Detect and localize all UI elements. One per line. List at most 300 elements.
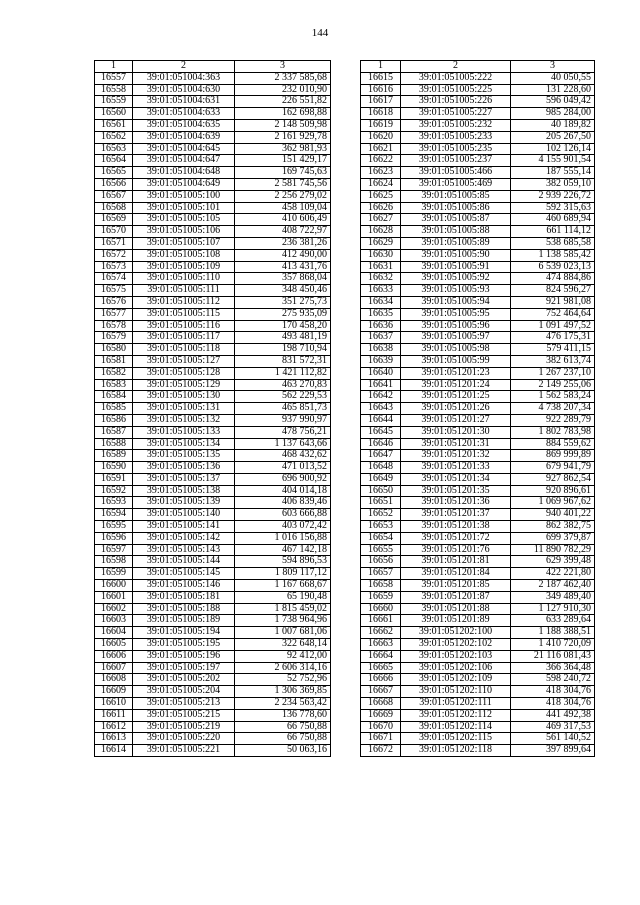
cadastral-number-cell: 39:01:051005:204 [133, 686, 235, 698]
row-number-cell: 16615 [361, 72, 401, 84]
table-row [95, 119, 331, 131]
table-row [361, 438, 595, 450]
value-cell: 52 752,96 [235, 674, 331, 686]
cadastral-number-cell: 39:01:051005:130 [133, 391, 235, 403]
row-number-cell: 16598 [95, 556, 133, 568]
cadastral-number-cell: 39:01:051005:146 [133, 580, 235, 592]
row-number-cell: 16586 [95, 414, 133, 426]
value-cell: 410 606,49 [235, 214, 331, 226]
cadastral-number-cell: 39:01:051005:107 [133, 237, 235, 249]
row-number-cell: 16628 [361, 226, 401, 238]
table-row [95, 332, 331, 344]
value-cell: 884 559,62 [511, 438, 595, 450]
cadastral-number-cell: 39:01:051005:115 [133, 308, 235, 320]
row-number-cell: 16572 [95, 249, 133, 261]
table-row [361, 709, 595, 721]
value-cell: 1 091 497,52 [511, 320, 595, 332]
cadastral-number-cell: 39:01:051201:87 [401, 591, 511, 603]
cadastral-number-cell: 39:01:051005:145 [133, 568, 235, 580]
value-cell: 679 941,79 [511, 462, 595, 474]
cadastral-number-cell: 39:01:051005:108 [133, 249, 235, 261]
value-cell: 162 698,88 [235, 108, 331, 120]
row-number-cell: 16667 [361, 686, 401, 698]
value-cell: 349 489,40 [511, 591, 595, 603]
row-number-cell: 16626 [361, 202, 401, 214]
row-number-cell: 16618 [361, 108, 401, 120]
value-cell: 561 140,52 [511, 733, 595, 745]
table-row [361, 119, 595, 131]
cadastral-number-cell: 39:01:051005:135 [133, 450, 235, 462]
table-row [95, 532, 331, 544]
row-number-cell: 16567 [95, 190, 133, 202]
table-row [95, 261, 331, 273]
row-number-cell: 16620 [361, 131, 401, 143]
value-cell: 476 175,31 [511, 332, 595, 344]
table-row [95, 745, 331, 757]
row-number-cell: 16634 [361, 296, 401, 308]
value-cell: 1 306 369,85 [235, 686, 331, 698]
table-row [361, 131, 595, 143]
value-cell: 413 431,76 [235, 261, 331, 273]
value-cell: 2 148 509,98 [235, 119, 331, 131]
row-number-cell: 16656 [361, 556, 401, 568]
cadastral-number-cell: 39:01:051201:37 [401, 509, 511, 521]
row-number-cell: 16595 [95, 521, 133, 533]
cadastral-number-cell: 39:01:051005:131 [133, 403, 235, 415]
table-row [361, 450, 595, 462]
table-row [95, 497, 331, 509]
table-row [95, 96, 331, 108]
row-number-cell: 16573 [95, 261, 133, 273]
cadastral-number-cell: 39:01:051005:225 [401, 84, 511, 96]
value-cell: 1 007 681,06 [235, 627, 331, 639]
table-row [95, 379, 331, 391]
cadastral-number-cell: 39:01:051202:114 [401, 721, 511, 733]
table-row [95, 344, 331, 356]
table-row [361, 497, 595, 509]
row-number-cell: 16558 [95, 84, 133, 96]
row-number-cell: 16587 [95, 426, 133, 438]
cadastral-number-cell: 39:01:051005:101 [133, 202, 235, 214]
row-number-cell: 16660 [361, 603, 401, 615]
table-row [361, 403, 595, 415]
cadastral-number-cell: 39:01:051005:111 [133, 285, 235, 297]
table-row [95, 639, 331, 651]
row-number-cell: 16666 [361, 674, 401, 686]
table-row [361, 615, 595, 627]
value-cell: 187 555,14 [511, 167, 595, 179]
value-cell: 629 399,48 [511, 556, 595, 568]
value-cell: 458 109,04 [235, 202, 331, 214]
table-row [95, 167, 331, 179]
row-number-cell: 16581 [95, 355, 133, 367]
row-number-cell: 16657 [361, 568, 401, 580]
table-row [95, 308, 331, 320]
table-row [361, 721, 595, 733]
table-row [95, 568, 331, 580]
table-row [361, 320, 595, 332]
cadastral-number-cell: 39:01:051005:98 [401, 344, 511, 356]
table-row [95, 580, 331, 592]
table-row [361, 603, 595, 615]
value-cell: 2 187 462,40 [511, 580, 595, 592]
table-row [361, 591, 595, 603]
table-row [95, 143, 331, 155]
page-number: 144 [311, 27, 329, 39]
row-number-cell: 16565 [95, 167, 133, 179]
row-number-cell: 16642 [361, 391, 401, 403]
table-row [361, 473, 595, 485]
cadastral-number-cell: 39:01:051201:35 [401, 485, 511, 497]
value-cell: 1 167 668,67 [235, 580, 331, 592]
value-cell: 1 809 117,12 [235, 568, 331, 580]
cadastral-number-cell: 39:01:051201:33 [401, 462, 511, 474]
row-number-cell: 16590 [95, 462, 133, 474]
table-row [95, 237, 331, 249]
cadastral-number-cell: 39:01:051005:91 [401, 261, 511, 273]
cadastral-number-cell: 39:01:051005:132 [133, 414, 235, 426]
value-cell: 6 539 023,13 [511, 261, 595, 273]
value-cell: 362 981,93 [235, 143, 331, 155]
cadastral-number-cell: 39:01:051005:143 [133, 544, 235, 556]
table-row [95, 627, 331, 639]
cadastral-number-cell: 39:01:051005:116 [133, 320, 235, 332]
cadastral-number-cell: 39:01:051201:89 [401, 615, 511, 627]
row-number-cell: 16638 [361, 344, 401, 356]
value-cell: 940 401,22 [511, 509, 595, 521]
table-row [361, 143, 595, 155]
table-row [361, 96, 595, 108]
table-row [361, 745, 595, 757]
row-number-cell: 16608 [95, 674, 133, 686]
cadastral-number-cell: 39:01:051005:137 [133, 473, 235, 485]
table-row [95, 544, 331, 556]
cadastral-number-cell: 39:01:051005:221 [133, 745, 235, 757]
row-number-cell: 16605 [95, 639, 133, 651]
row-number-cell: 16644 [361, 414, 401, 426]
value-cell: 2 234 563,42 [235, 698, 331, 710]
value-cell: 418 304,76 [511, 698, 595, 710]
cadastral-number-cell: 39:01:051005:127 [133, 355, 235, 367]
header-cell-1: 1 [361, 61, 401, 73]
row-number-cell: 16571 [95, 237, 133, 249]
header-row [361, 61, 595, 73]
row-number-cell: 16579 [95, 332, 133, 344]
value-cell: 920 896,61 [511, 485, 595, 497]
cadastral-number-cell: 39:01:051005:89 [401, 237, 511, 249]
cadastral-number-cell: 39:01:051005:466 [401, 167, 511, 179]
row-number-cell: 16639 [361, 355, 401, 367]
value-cell: 1 815 459,02 [235, 603, 331, 615]
table-row [361, 662, 595, 674]
cadastral-number-cell: 39:01:051004:648 [133, 167, 235, 179]
table-row [361, 332, 595, 344]
row-number-cell: 16665 [361, 662, 401, 674]
cadastral-number-cell: 39:01:051005:118 [133, 344, 235, 356]
cadastral-number-cell: 39:01:051202:102 [401, 639, 511, 651]
value-cell: 65 190,48 [235, 591, 331, 603]
row-number-cell: 16643 [361, 403, 401, 415]
cadastral-number-cell: 39:01:051005:134 [133, 438, 235, 450]
value-cell: 696 900,92 [235, 473, 331, 485]
table-row [95, 462, 331, 474]
value-cell: 463 270,83 [235, 379, 331, 391]
value-cell: 2 606 314,16 [235, 662, 331, 674]
row-number-cell: 16637 [361, 332, 401, 344]
row-number-cell: 16619 [361, 119, 401, 131]
cadastral-number-cell: 39:01:051005:469 [401, 178, 511, 190]
cadastral-number-cell: 39:01:051201:32 [401, 450, 511, 462]
cadastral-number-cell: 39:01:051005:87 [401, 214, 511, 226]
table-row [95, 438, 331, 450]
table-row [95, 108, 331, 120]
cadastral-number-cell: 39:01:051004:635 [133, 119, 235, 131]
table-row [95, 473, 331, 485]
table-row [361, 686, 595, 698]
value-cell: 92 412,00 [235, 650, 331, 662]
cadastral-number-cell: 39:01:051005:94 [401, 296, 511, 308]
cadastral-number-cell: 39:01:051005:194 [133, 627, 235, 639]
cadastral-number-cell: 39:01:051005:128 [133, 367, 235, 379]
value-cell: 985 284,00 [511, 108, 595, 120]
cadastral-number-cell: 39:01:051005:112 [133, 296, 235, 308]
row-number-cell: 16627 [361, 214, 401, 226]
value-cell: 921 981,08 [511, 296, 595, 308]
row-number-cell: 16557 [95, 72, 133, 84]
row-number-cell: 16575 [95, 285, 133, 297]
cadastral-number-cell: 39:01:051005:92 [401, 273, 511, 285]
value-cell: 102 126,14 [511, 143, 595, 155]
row-number-cell: 16625 [361, 190, 401, 202]
value-cell: 11 890 782,29 [511, 544, 595, 556]
cadastral-number-cell: 39:01:051005:140 [133, 509, 235, 521]
cadastral-number-cell: 39:01:051201:72 [401, 532, 511, 544]
value-cell: 322 648,14 [235, 639, 331, 651]
row-number-cell: 16591 [95, 473, 133, 485]
value-cell: 66 750,88 [235, 721, 331, 733]
table-row [95, 485, 331, 497]
row-number-cell: 16609 [95, 686, 133, 698]
row-number-cell: 16576 [95, 296, 133, 308]
table-row [361, 462, 595, 474]
cadastral-number-cell: 39:01:051005:235 [401, 143, 511, 155]
row-number-cell: 16588 [95, 438, 133, 450]
table-row [95, 450, 331, 462]
cadastral-number-cell: 39:01:051005:144 [133, 556, 235, 568]
row-number-cell: 16668 [361, 698, 401, 710]
cadastral-number-cell: 39:01:051201:24 [401, 379, 511, 391]
row-number-cell: 16594 [95, 509, 133, 521]
cadastral-number-cell: 39:01:051201:30 [401, 426, 511, 438]
table-row [95, 391, 331, 403]
cadastral-number-cell: 39:01:051004:647 [133, 155, 235, 167]
cadastral-number-cell: 39:01:051005:85 [401, 190, 511, 202]
right-table [360, 60, 595, 757]
row-number-cell: 16652 [361, 509, 401, 521]
cadastral-number-cell: 39:01:051201:85 [401, 580, 511, 592]
cadastral-number-cell: 39:01:051202:112 [401, 709, 511, 721]
table-row [361, 367, 595, 379]
table-row [95, 249, 331, 261]
table-row [361, 190, 595, 202]
table-row [361, 568, 595, 580]
table-row [361, 214, 595, 226]
cadastral-number-cell: 39:01:051005:181 [133, 591, 235, 603]
table-row [95, 155, 331, 167]
row-number-cell: 16647 [361, 450, 401, 462]
table-row [361, 733, 595, 745]
value-cell: 412 490,00 [235, 249, 331, 261]
row-number-cell: 16669 [361, 709, 401, 721]
value-cell: 21 116 081,43 [511, 650, 595, 662]
row-number-cell: 16610 [95, 698, 133, 710]
table-row [361, 485, 595, 497]
row-number-cell: 16600 [95, 580, 133, 592]
row-number-cell: 16629 [361, 237, 401, 249]
header-cell-2: 2 [401, 61, 511, 73]
cadastral-number-cell: 39:01:051005:129 [133, 379, 235, 391]
cadastral-number-cell: 39:01:051201:38 [401, 521, 511, 533]
row-number-cell: 16614 [95, 745, 133, 757]
table-row [361, 414, 595, 426]
table-row [361, 202, 595, 214]
table-row [95, 662, 331, 674]
value-cell: 562 229,53 [235, 391, 331, 403]
row-number-cell: 16661 [361, 615, 401, 627]
cadastral-number-cell: 39:01:051004:639 [133, 131, 235, 143]
row-number-cell: 16624 [361, 178, 401, 190]
value-cell: 422 221,80 [511, 568, 595, 580]
value-cell: 131 228,60 [511, 84, 595, 96]
value-cell: 1 802 783,98 [511, 426, 595, 438]
row-number-cell: 16602 [95, 603, 133, 615]
table-row [95, 591, 331, 603]
row-number-cell: 16563 [95, 143, 133, 155]
table-row [361, 355, 595, 367]
cadastral-number-cell: 39:01:051005:226 [401, 96, 511, 108]
table-row [361, 167, 595, 179]
cadastral-number-cell: 39:01:051005:232 [401, 119, 511, 131]
header-row [95, 61, 331, 73]
value-cell: 351 275,73 [235, 296, 331, 308]
row-number-cell: 16631 [361, 261, 401, 273]
value-cell: 275 935,09 [235, 308, 331, 320]
table-row [361, 674, 595, 686]
cadastral-number-cell: 39:01:051005:138 [133, 485, 235, 497]
table-row [361, 344, 595, 356]
cadastral-number-cell: 39:01:051005:93 [401, 285, 511, 297]
cadastral-number-cell: 39:01:051005:106 [133, 226, 235, 238]
table-row [361, 261, 595, 273]
row-number-cell: 16664 [361, 650, 401, 662]
row-number-cell: 16649 [361, 473, 401, 485]
value-cell: 471 013,52 [235, 462, 331, 474]
row-number-cell: 16622 [361, 155, 401, 167]
value-cell: 2 939 226,72 [511, 190, 595, 202]
table-row [95, 615, 331, 627]
table-row [361, 379, 595, 391]
table-row [361, 273, 595, 285]
value-cell: 937 990,97 [235, 414, 331, 426]
table-row [95, 733, 331, 745]
cadastral-number-cell: 39:01:051005:188 [133, 603, 235, 615]
cadastral-number-cell: 39:01:051004:631 [133, 96, 235, 108]
cadastral-number-cell: 39:01:051005:109 [133, 261, 235, 273]
row-number-cell: 16640 [361, 367, 401, 379]
table-row [95, 190, 331, 202]
value-cell: 538 685,58 [511, 237, 595, 249]
cadastral-number-cell: 39:01:051005:139 [133, 497, 235, 509]
value-cell: 418 304,76 [511, 686, 595, 698]
table-row [361, 249, 595, 261]
table-row [95, 84, 331, 96]
header-cell-3: 3 [511, 61, 595, 73]
row-number-cell: 16584 [95, 391, 133, 403]
value-cell: 579 411,15 [511, 344, 595, 356]
value-cell: 2 161 929,78 [235, 131, 331, 143]
row-number-cell: 16569 [95, 214, 133, 226]
value-cell: 603 666,88 [235, 509, 331, 521]
table-row [95, 650, 331, 662]
cadastral-number-cell: 39:01:051005:100 [133, 190, 235, 202]
row-number-cell: 16577 [95, 308, 133, 320]
row-number-cell: 16623 [361, 167, 401, 179]
table-row [95, 556, 331, 568]
row-number-cell: 16670 [361, 721, 401, 733]
value-cell: 198 710,94 [235, 344, 331, 356]
cadastral-number-cell: 39:01:051005:196 [133, 650, 235, 662]
value-cell: 236 381,26 [235, 237, 331, 249]
left-table [94, 60, 331, 757]
cadastral-number-cell: 39:01:051005:220 [133, 733, 235, 745]
row-number-cell: 16582 [95, 367, 133, 379]
cadastral-number-cell: 39:01:051005:133 [133, 426, 235, 438]
cadastral-number-cell: 39:01:051005:195 [133, 639, 235, 651]
value-cell: 397 899,64 [511, 745, 595, 757]
row-number-cell: 16566 [95, 178, 133, 190]
table-row [95, 721, 331, 733]
value-cell: 441 492,38 [511, 709, 595, 721]
table-row [361, 556, 595, 568]
cadastral-number-cell: 39:01:051004:363 [133, 72, 235, 84]
row-number-cell: 16597 [95, 544, 133, 556]
value-cell: 2 581 745,56 [235, 178, 331, 190]
row-number-cell: 16564 [95, 155, 133, 167]
row-number-cell: 16612 [95, 721, 133, 733]
value-cell: 348 450,46 [235, 285, 331, 297]
row-number-cell: 16570 [95, 226, 133, 238]
cadastral-number-cell: 39:01:051005:227 [401, 108, 511, 120]
row-number-cell: 16604 [95, 627, 133, 639]
table-row [361, 544, 595, 556]
value-cell: 226 551,82 [235, 96, 331, 108]
value-cell: 478 756,21 [235, 426, 331, 438]
value-cell: 205 267,50 [511, 131, 595, 143]
header-cell-3: 3 [235, 61, 331, 73]
value-cell: 862 382,75 [511, 521, 595, 533]
row-number-cell: 16561 [95, 119, 133, 131]
row-number-cell: 16599 [95, 568, 133, 580]
value-cell: 169 745,63 [235, 167, 331, 179]
value-cell: 661 114,12 [511, 226, 595, 238]
value-cell: 927 862,54 [511, 473, 595, 485]
cadastral-number-cell: 39:01:051005:215 [133, 709, 235, 721]
value-cell: 831 572,31 [235, 355, 331, 367]
value-cell: 468 432,62 [235, 450, 331, 462]
table-row [95, 355, 331, 367]
table-row [361, 285, 595, 297]
value-cell: 382 059,10 [511, 178, 595, 190]
